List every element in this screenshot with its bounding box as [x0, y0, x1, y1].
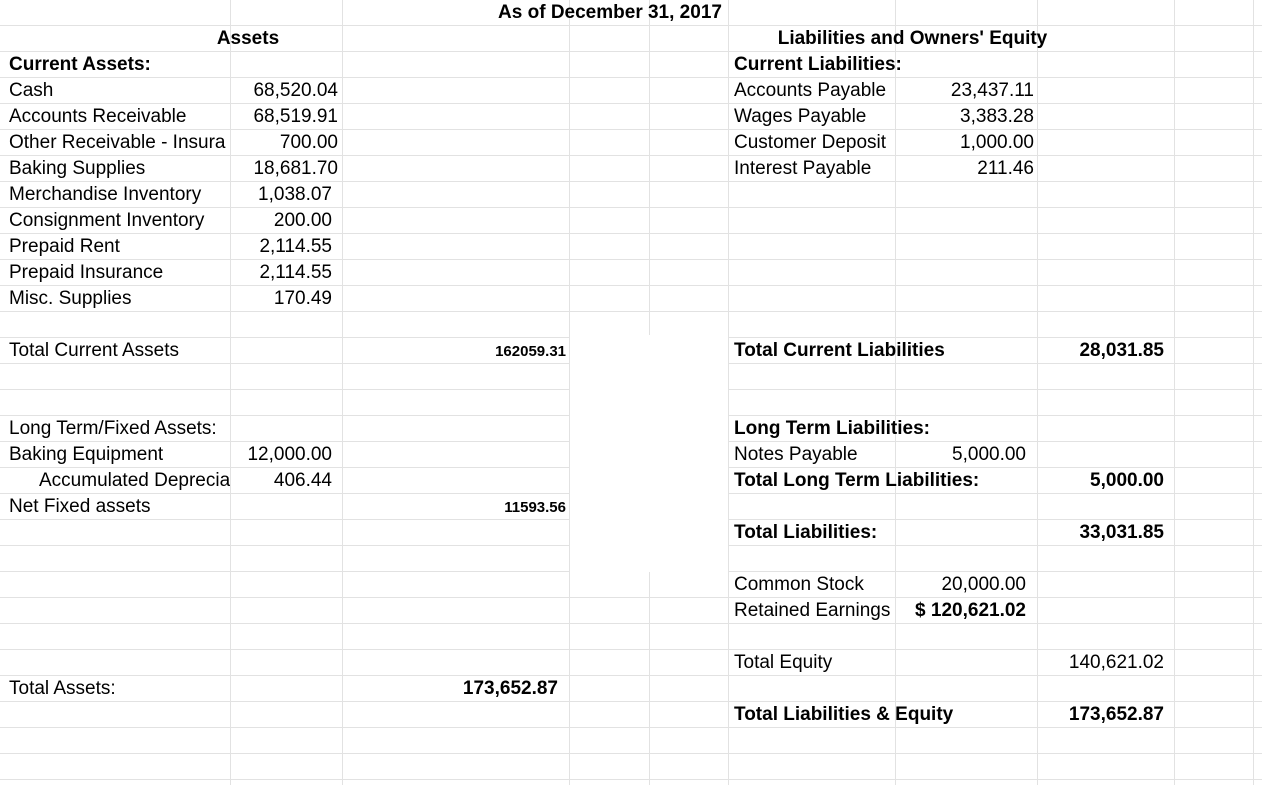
column-gridline [342, 0, 343, 785]
asset-label[interactable]: Accounts Receivable [9, 106, 187, 127]
total-long-term-liabilities-label[interactable]: Total Long Term Liabilities: [734, 470, 980, 491]
column-gridline [1037, 0, 1038, 785]
row-gridline [0, 623, 1262, 624]
asset-label[interactable]: Cash [9, 80, 54, 101]
report-date: As of December 31, 2017 [498, 2, 722, 23]
liability-amount[interactable]: 23,437.11 [950, 80, 1034, 101]
total-current-assets-value[interactable]: 162059.31 [495, 343, 566, 360]
notes-payable-amount[interactable]: 5,000.00 [952, 444, 1026, 465]
column-gridline [230, 0, 231, 785]
asset-amount[interactable]: 68,519.91 [253, 106, 338, 127]
asset-label[interactable]: Baking Supplies [9, 158, 146, 179]
total-equity-value[interactable]: 140,621.02 [1068, 652, 1164, 673]
retained-earnings-label[interactable]: Retained Earnings [734, 600, 891, 621]
fixed-assets-title: Long Term/Fixed Assets: [9, 418, 217, 439]
liability-label[interactable]: Accounts Payable [734, 80, 887, 101]
long-term-liabilities-title: Long Term Liabilities: [734, 418, 930, 439]
asset-amount[interactable]: 200.00 [273, 210, 332, 231]
total-current-liabilities-label[interactable]: Total Current Liabilities [734, 340, 945, 361]
total-assets-label[interactable]: Total Assets: [9, 678, 116, 699]
total-liabilities-label[interactable]: Total Liabilities: [734, 522, 878, 543]
asset-label[interactable]: Merchandise Inventory [9, 184, 202, 205]
total-liabilities-value[interactable]: 33,031.85 [1079, 522, 1164, 543]
row-gridline [0, 779, 1262, 780]
column-gridline [1174, 0, 1175, 785]
asset-label[interactable]: Misc. Supplies [9, 288, 132, 309]
fixed-asset-amount[interactable]: 12,000.00 [247, 444, 332, 465]
liabilities-header: Liabilities and Owners' Equity [777, 28, 1048, 49]
asset-label[interactable]: Other Receivable - Insura [9, 132, 226, 153]
notes-payable-label[interactable]: Notes Payable [734, 444, 858, 465]
fixed-asset-amount[interactable]: 406.44 [273, 470, 332, 491]
total-long-term-liabilities-value[interactable]: 5,000.00 [1090, 470, 1164, 491]
asset-amount[interactable]: 700.00 [279, 132, 338, 153]
asset-label[interactable]: Consignment Inventory [9, 210, 205, 231]
column-gridline [728, 0, 729, 785]
asset-amount[interactable]: 1,038.07 [258, 184, 332, 205]
asset-amount[interactable]: 68,520.04 [253, 80, 338, 101]
asset-amount[interactable]: 18,681.70 [253, 158, 338, 179]
asset-label[interactable]: Prepaid Rent [9, 236, 120, 257]
total-equity-label[interactable]: Total Equity [734, 652, 833, 673]
asset-amount[interactable]: 170.49 [273, 288, 332, 309]
total-assets-value[interactable]: 173,652.87 [462, 678, 558, 699]
total-liabilities-equity-label[interactable]: Total Liabilities & Equity [734, 704, 954, 725]
liability-amount[interactable]: 211.46 [977, 158, 1034, 179]
liability-amount[interactable]: 3,383.28 [960, 106, 1034, 127]
total-liabilities-equity-value[interactable]: 173,652.87 [1068, 704, 1164, 725]
fixed-asset-label[interactable]: Accumulated Deprecia [39, 470, 230, 491]
common-stock-label[interactable]: Common Stock [734, 574, 864, 595]
total-current-assets-label[interactable]: Total Current Assets [9, 340, 180, 361]
blank-area [570, 335, 728, 572]
column-gridline [1253, 0, 1254, 785]
current-assets-title: Current Assets: [9, 54, 151, 75]
current-liabilities-title: Current Liabilities: [734, 54, 902, 75]
liability-label[interactable]: Interest Payable [734, 158, 872, 179]
common-stock-amount[interactable]: 20,000.00 [941, 574, 1026, 595]
asset-amount[interactable]: 2,114.55 [259, 236, 332, 257]
asset-amount[interactable]: 2,114.55 [259, 262, 332, 283]
liability-amount[interactable]: 1,000.00 [960, 132, 1034, 153]
assets-header: Assets [216, 28, 280, 49]
retained-earnings-amount[interactable]: $ 120,621.02 [915, 600, 1026, 621]
total-current-liabilities-value[interactable]: 28,031.85 [1079, 340, 1164, 361]
liability-label[interactable]: Wages Payable [734, 106, 867, 127]
fixed-asset-label[interactable]: Baking Equipment [9, 444, 164, 465]
row-gridline [0, 597, 1262, 598]
liability-label[interactable]: Customer Deposit [734, 132, 887, 153]
row-gridline [0, 753, 1262, 754]
net-fixed-assets-label[interactable]: Net Fixed assets [9, 496, 151, 517]
asset-label[interactable]: Prepaid Insurance [9, 262, 164, 283]
net-fixed-assets-value[interactable]: 11593.56 [504, 499, 566, 516]
